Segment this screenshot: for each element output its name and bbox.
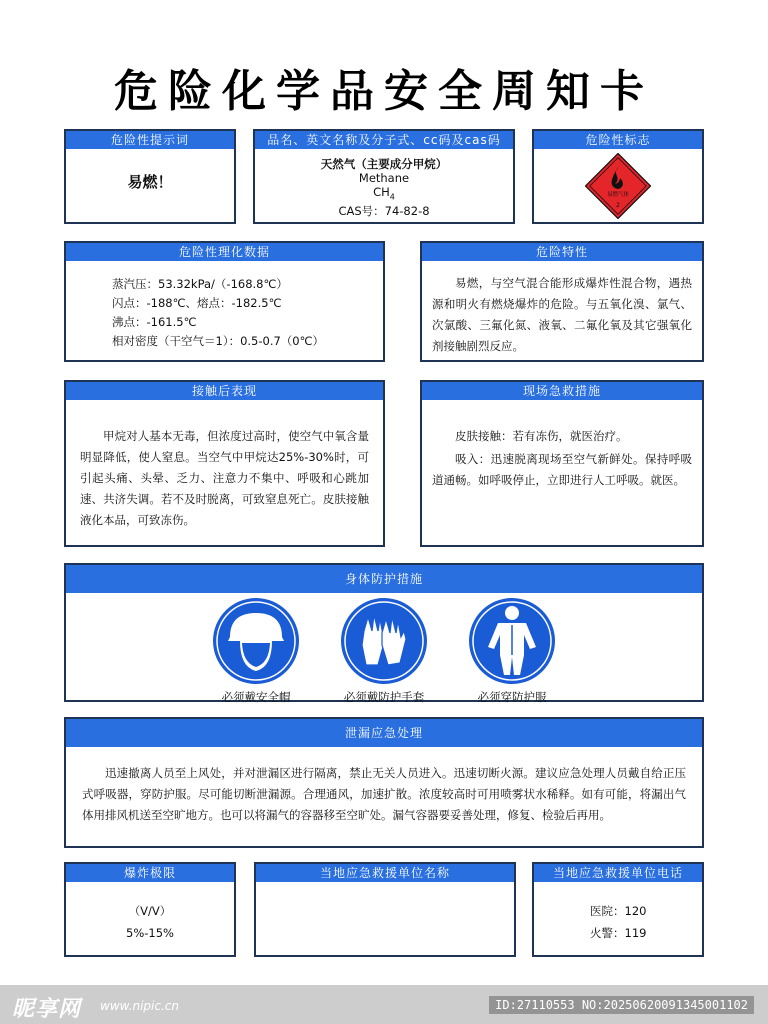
protection-item xyxy=(212,597,300,705)
leak-card xyxy=(64,717,704,848)
hazard-mark-card xyxy=(532,129,704,224)
page-title: 危险化学品安全周知卡 xyxy=(114,66,654,117)
hazard-hint-card xyxy=(64,129,236,224)
chinese-name: 天然气（主要成分甲烷） xyxy=(320,157,448,171)
explosion-range: 5%-15% xyxy=(126,926,174,940)
molecular-formula: $CH_4$ xyxy=(373,185,395,202)
relative-density: 相对密度（干空气＝1）：0.5-0.7（0℃） xyxy=(112,334,325,348)
cas-number: CAS号：74-82-8 xyxy=(338,204,430,219)
flash-melt-point: 闪点：-188℃、熔点：-182.5℃ xyxy=(112,296,282,310)
protective-suit-icon xyxy=(468,597,556,685)
leak-header: 泄漏应急处理 xyxy=(66,719,702,747)
watermark-url: www.nipic.cn xyxy=(100,999,179,1013)
exposure-header: 接触后表现 xyxy=(66,382,383,400)
hazard-hint-header: 危险性提示词 xyxy=(66,131,234,149)
explosion-limit-card xyxy=(64,862,236,957)
physchem-card xyxy=(64,241,385,362)
first-aid-card xyxy=(420,380,704,547)
boiling-point: 沸点：-161.5℃ xyxy=(112,315,197,329)
exposure-card xyxy=(64,380,385,547)
protection-label: 必须穿防护服 xyxy=(477,690,547,704)
protection-item xyxy=(468,597,556,705)
rescue-unit-card xyxy=(254,862,516,957)
identity-header: 品名、英文名称及分子式、cc码及cas码 xyxy=(255,131,513,149)
vapor-pressure: 蒸汽压：53.32kPa/（-168.8℃） xyxy=(112,277,288,291)
watermark-logo: 昵享网 xyxy=(12,997,82,1022)
first-aid-inhale: 吸入：迅速脱离现场至空气新鲜处。保持呼吸道通畅。如呼吸停止，立即进行人工呼吸。就医。 xyxy=(432,452,692,487)
helmet-icon xyxy=(212,597,300,685)
hospital-phone: 医院：120 xyxy=(590,904,647,918)
watermark-id: ID:27110553 NO:20250620091345001102 xyxy=(489,996,754,1014)
explosion-unit: （V/V） xyxy=(128,904,172,918)
rescue-unit-header: 当地应急救援单位名称 xyxy=(256,864,514,882)
hazard-hint-value: 易燃！ xyxy=(127,173,173,191)
rescue-tel-header: 当地应急救援单位电话 xyxy=(534,864,702,882)
physchem-header: 危险性理化数据 xyxy=(66,243,383,261)
hazard-mark-label: 易燃气体 xyxy=(606,191,630,198)
watermark-strip xyxy=(0,985,768,1024)
gloves-icon xyxy=(340,597,428,685)
protection-card xyxy=(64,563,704,702)
protection-item xyxy=(340,597,428,705)
protection-header: 身体防护措施 xyxy=(66,565,702,593)
identity-card xyxy=(253,129,515,224)
first-aid-skin: 皮肤接触：若有冻伤，就医治疗。 xyxy=(455,429,628,443)
exposure-text: 甲烷对人基本无毒，但浓度过高时，使空气中氧含量明显降低，使人窒息。当空气中甲烷达25%-30%时，可引起头痛、头晕、乏力、注意力不集中、呼吸和心跳加速、共济失调。若不及时脱离，可致窒息死亡。皮肤接触液化本品，可致冻伤。 xyxy=(80,429,369,527)
leak-text: 迅速撤离人员至上风处，并对泄漏区进行隔离，禁止无关人员进入。迅速切断火源。建议应急处理人员戴自给正压式呼吸器，穿防护服。尽可能切断泄漏源。合理通风，加速扩散。浓度较高时可用喷雾状水稀释。如有可能，将漏出气体用排风机送至空旷地方。也可以将漏气的容器移至空旷处。漏气容器要妥善处理，修复、检验后再用。 xyxy=(82,766,686,822)
flammable-gas-diamond-icon xyxy=(585,153,651,219)
protection-label: 必须戴防护手套 xyxy=(343,690,425,704)
explosion-header: 爆炸极限 xyxy=(66,864,234,882)
hazard-mark-header: 危险性标志 xyxy=(534,131,702,149)
protection-label: 必须戴安全帽 xyxy=(221,690,291,704)
english-name: Methane xyxy=(358,171,410,185)
rescue-tel-card xyxy=(532,862,704,957)
first-aid-header: 现场急救措施 xyxy=(422,382,702,400)
hazard-props-card xyxy=(420,241,704,362)
hazard-props-header: 危险特性 xyxy=(422,243,702,261)
hazard-class-number: 2 xyxy=(616,201,620,209)
hazard-props-text: 易燃，与空气混合能形成爆炸性混合物，遇热源和明火有燃烧爆炸的危险。与五氧化溴、氯气、次氯酸、三氟化氮、液氧、二氟化氧及其它强氧化剂接触剧烈反应。 xyxy=(432,276,692,353)
fire-phone: 火警：119 xyxy=(590,926,647,940)
